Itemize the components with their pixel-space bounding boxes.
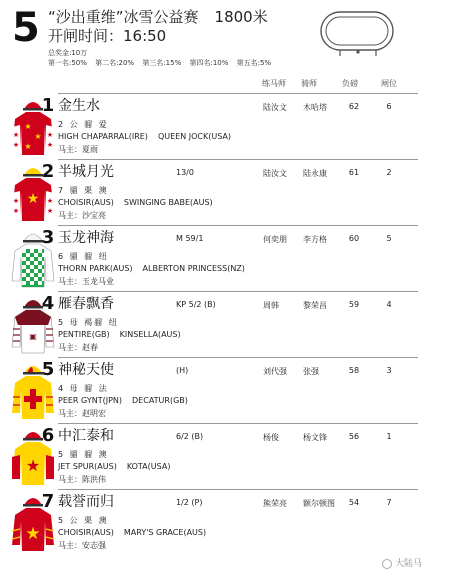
- owner: 马主：安志强: [58, 541, 106, 550]
- watermark: [382, 556, 422, 569]
- dam: ALBERTON PRINCESS(NZ): [142, 264, 245, 273]
- owner: 马主：陈洪伟: [58, 475, 106, 484]
- weight: 56: [348, 432, 360, 441]
- draw: 1: [386, 432, 392, 441]
- owner: 马主：赵明宏: [58, 409, 106, 418]
- jockey-name: 杨文锋: [303, 433, 327, 442]
- svg-text:★: ★: [46, 131, 54, 139]
- sire: CHOISIR(AUS): [58, 198, 114, 207]
- watermark-text: 大陆马: [395, 559, 423, 569]
- horse-details: 5 母 褐骝 纽: [58, 318, 119, 327]
- pedigree: [58, 396, 188, 405]
- horse-name: 金生水: [58, 98, 100, 114]
- runner-row-2[interactable]: [12, 159, 418, 225]
- saddle-number: 2: [41, 161, 55, 182]
- trainer-name: 何奕朋: [263, 235, 287, 244]
- svg-text:★: ★: [12, 207, 20, 215]
- owner: 马主：玉龙马业: [58, 277, 114, 286]
- dam: KOTA(USA): [126, 462, 171, 471]
- col-draw: 闸位: [381, 79, 397, 88]
- dam: SWINGING BABE(AUS): [123, 198, 213, 207]
- sire: THORN PARK(AUS): [58, 264, 133, 273]
- jockey-name: 木哈塔: [303, 103, 327, 112]
- saddle-number: 1: [41, 95, 55, 116]
- saddle-number: 7: [41, 491, 55, 512]
- draw: 6: [386, 102, 392, 111]
- trainer-name: 杨俊: [263, 433, 279, 442]
- prize-split-5: 第五名:5%: [236, 59, 272, 67]
- svg-text:★: ★: [12, 197, 20, 205]
- weight: 62: [348, 102, 360, 111]
- weight: 58: [348, 366, 360, 375]
- prize-split-3: 第三名:15%: [142, 59, 182, 67]
- svg-text:▣: ▣: [29, 332, 37, 341]
- trainer-name: 陆汝文: [263, 103, 287, 112]
- sire: HIGH CHAPARRAL(IRE): [58, 132, 148, 141]
- sire: CHOISIR(AUS): [58, 528, 114, 537]
- svg-text:★: ★: [24, 122, 32, 131]
- saddle-number: 3: [41, 227, 55, 248]
- gear-rating: 6/2 (B): [176, 432, 204, 441]
- owner: 马主：夏雨: [58, 145, 98, 154]
- start-time: 开闸时间：16:50: [48, 27, 167, 45]
- weight: 61: [348, 168, 360, 177]
- saddle-number: 5: [41, 359, 55, 380]
- sire: PENTIRE(GB): [58, 330, 110, 339]
- trainer-name: 刘代强: [263, 367, 287, 376]
- wechat-logo-icon: [382, 559, 392, 569]
- saddle-number: 4: [41, 293, 55, 314]
- pedigree: [58, 264, 245, 273]
- svg-text:★: ★: [26, 191, 40, 207]
- horse-name: 中汇泰和: [58, 428, 114, 444]
- svg-text:★: ★: [34, 132, 42, 141]
- svg-text:★: ★: [25, 524, 41, 544]
- horse-name: 雁春飘香: [58, 296, 114, 312]
- racetrack-diagram-icon: [318, 8, 398, 58]
- prize-split: [48, 58, 277, 68]
- runner-row-6[interactable]: [25, 423, 418, 489]
- horse-name: 载誉而归: [58, 494, 114, 510]
- draw: 2: [386, 168, 392, 177]
- dam: MARY'S GRACE(AUS): [123, 528, 207, 537]
- prize-split-2: 第二名:20%: [95, 59, 135, 67]
- trainer-name: 熊荣亮: [263, 499, 287, 508]
- dam: DECATUR(GB): [132, 396, 188, 405]
- svg-text:★: ★: [46, 141, 54, 149]
- weight: 54: [348, 498, 360, 507]
- race-name: “沙出重维”冰雪公益赛: [48, 8, 199, 26]
- runner-row-7[interactable]: [25, 489, 418, 555]
- col-weight: 负磅: [342, 79, 358, 88]
- dam: QUEEN JOCK(USA): [157, 132, 232, 141]
- svg-text:★: ★: [12, 141, 20, 149]
- svg-text:★: ★: [46, 207, 54, 215]
- total-prize: 总奖金:10万: [48, 49, 88, 57]
- svg-text:★: ★: [25, 456, 41, 475]
- svg-text:★: ★: [46, 197, 54, 205]
- svg-text:★: ★: [24, 142, 32, 151]
- gear-rating: 1/2 (P): [176, 498, 203, 507]
- trainer-name: 周韩: [263, 301, 279, 310]
- horse-details: 2 公 骝 爱: [58, 120, 109, 129]
- horse-details: 7 骝 栗 澳: [58, 186, 109, 195]
- jockey-name: 陆永康: [303, 169, 327, 178]
- horse-name: 神秘天使: [58, 362, 114, 378]
- jockey-name: 额尔顿图: [303, 499, 335, 508]
- weight: 60: [348, 234, 360, 243]
- saddle-number: 6: [41, 425, 55, 446]
- horse-name: 玉龙神海: [58, 230, 114, 246]
- race-number: 5: [12, 5, 40, 51]
- horse-details: 5 公 栗 澳: [58, 516, 109, 525]
- jockey-name: 张强: [303, 367, 319, 376]
- prize-split-4: 第四名:10%: [189, 59, 229, 67]
- runner-row-1[interactable]: [12, 93, 418, 159]
- pedigree: [58, 462, 170, 471]
- sire: JET SPUR(AUS): [58, 462, 117, 471]
- jockey-name: 李方格: [303, 235, 327, 244]
- gear-rating: 13/0: [176, 168, 194, 177]
- horse-details: 4 母 骝 法: [58, 384, 109, 393]
- col-jockey: 骑师: [301, 79, 317, 88]
- draw: 3: [386, 366, 392, 375]
- pedigree: [58, 198, 213, 207]
- sire: PEER GYNT(JPN): [58, 396, 123, 405]
- horse-details: 6 骝 骝 纽: [58, 252, 109, 261]
- draw: 5: [386, 234, 392, 243]
- runner-row-3[interactable]: [41, 225, 418, 291]
- gear-rating: (H): [176, 366, 189, 375]
- weight: 59: [348, 300, 360, 309]
- col-trainer: 练马师: [262, 79, 286, 88]
- pedigree: [58, 528, 206, 537]
- pedigree: [58, 330, 181, 339]
- gear-rating: M 59/1: [176, 234, 204, 243]
- race-header: [0, 0, 450, 72]
- runner-row-5[interactable]: [41, 357, 418, 423]
- dam: KINSELLA(AUS): [119, 330, 181, 339]
- draw: 7: [386, 498, 392, 507]
- race-title: [48, 8, 268, 26]
- column-headers: [0, 78, 450, 92]
- svg-text:★: ★: [12, 131, 20, 139]
- race-distance: 1800米: [214, 8, 268, 26]
- draw: 4: [386, 300, 392, 309]
- jockey-name: 黎荣昌: [303, 301, 327, 310]
- owner: 马主：赵春: [58, 343, 98, 352]
- horse-name: 半城月光: [58, 164, 114, 180]
- trainer-name: 陆汝文: [263, 169, 287, 178]
- horse-details: 5 骝 骝 澳: [58, 450, 109, 459]
- owner: 马主：沙宝亮: [58, 211, 106, 220]
- prize-split-1: 第一名:50%: [48, 59, 87, 67]
- pedigree: [58, 132, 231, 141]
- runner-row-4[interactable]: [29, 291, 418, 357]
- gear-rating: KP 5/2 (B): [176, 300, 216, 309]
